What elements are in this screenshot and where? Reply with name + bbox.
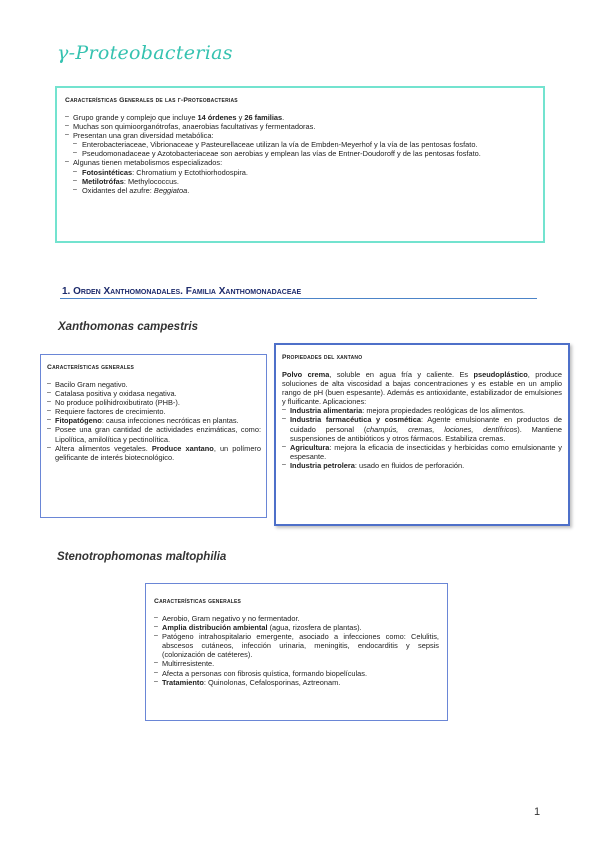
- xanthomonas-characteristics-heading: Características generales: [47, 364, 135, 371]
- page-number: 1: [534, 806, 541, 818]
- list-item: – Industria farmacéutica y cosmética: Agente emulsionante en productos de cuidado personal (champús, cremas, lociones, dentífricos). Mantiene suspensiones de antibióticos y otros fármacos. Estabiliza cremas.: [282, 415, 562, 442]
- general-characteristics-heading: Características Generales de las γ-Proteobacterias: [65, 97, 238, 104]
- list-item: – Muchas son quimioorganótrofas, anaerobias facultativas y fermentadoras.: [65, 122, 535, 131]
- species-heading-stenotrophomonas: Stenotrophomonas maltophilia: [57, 551, 227, 563]
- list-item: – Requiere factores de crecimiento.: [47, 407, 261, 416]
- xantano-applications-list: [282, 406, 562, 470]
- list-item: – Aerobio, Gram negativo y no fermentador.: [154, 614, 439, 623]
- list-item: – Pseudomonadaceae y Azotobacteriaceae son aerobias y emplean las vías de Entner-Doudoroff y de las pentosas fosfato.: [65, 149, 535, 158]
- list-item: – Altera alimentos vegetales. Produce xantano, un polímero gelificante de interés biotecnológico.: [47, 444, 261, 462]
- xantano-properties-heading: Propiedades del xantano: [282, 354, 363, 361]
- list-item: – Agricultura: mejora la eficacia de insecticidas y herbicidas como emulsionante y espesante.: [282, 443, 562, 461]
- list-item: – Catalasa positiva y oxidasa negativa.: [47, 389, 261, 398]
- list-item: – Fotosintéticas: Chromatium y Ectothiorhodospira.: [65, 168, 535, 177]
- list-item: – Metilotrófas: Methylococcus.: [65, 177, 535, 186]
- list-item: – Amplia distribución ambiental (agua, rizosfera de plantas).: [154, 623, 439, 632]
- list-item: – Afecta a personas con fibrosis quística, formando biopelículas.: [154, 669, 439, 678]
- stenotrophomonas-characteristics-heading: Características generales: [154, 598, 242, 605]
- list-item: – Industria alimentaria: mejora propiedades reológicas de los alimentos.: [282, 406, 562, 415]
- list-item: – Posee una gran cantidad de actividades enzimáticas, como: Lipolítica, amilolítica y pectinolítica.: [47, 425, 261, 443]
- list-item: – Bacilo Gram negativo.: [47, 380, 261, 389]
- list-item: – Enterobacteriaceae, Vibrionaceae y Pasteurellaceae utilizan la vía de Embden-Meyerhof y la vía de las pentosas fosfato.: [65, 140, 535, 149]
- xantano-intro: Polvo crema, soluble en agua fría y caliente. Es pseudoplástico, produce soluciones de alta viscosidad a bajas concentraciones y es estable en un amplio rango de pH (buen espesante). Además es antioxidante, estabilizador de emulsiones y fluificante. Aplicaciones:: [282, 370, 562, 407]
- section-heading: 1. Orden Xanthomonadales. Familia Xanthomonadaceae: [62, 286, 302, 297]
- list-item: – Industria petrolera: usado en fluidos de perforación.: [282, 461, 562, 470]
- list-item: – Grupo grande y complejo que incluye 14 órdenes y 26 familias.: [65, 113, 535, 122]
- list-item: – No produce polihidroxibutirato (PHB-).: [47, 398, 261, 407]
- stenotrophomonas-characteristics-box: [145, 583, 448, 721]
- list-item: – Tratamiento: Quinolonas, Cefalosporinas, Aztreonam.: [154, 678, 439, 687]
- species-heading-xanthomonas: Xanthomonas campestris: [58, 321, 198, 333]
- list-item: – Fitopatógeno: causa infecciones necróticas en plantas.: [47, 416, 261, 425]
- xanthomonas-characteristics-box: [40, 354, 267, 518]
- general-characteristics-list: [65, 113, 535, 195]
- list-item: – Patógeno intrahospitalario emergente, asociado a infecciones como: Celulitis, abscesos cutáneos, infección urinaria, meningitis, endocarditis y sepsis (colonización de catéteres).: [154, 632, 439, 659]
- list-item: – Presentan una gran diversidad metabólica:: [65, 131, 535, 140]
- section-underline: [60, 298, 537, 299]
- stenotrophomonas-characteristics-list: [154, 614, 439, 687]
- general-characteristics-box: [55, 86, 545, 243]
- list-item: – Multirresistente.: [154, 659, 439, 668]
- list-item: – Algunas tienen metabolismos especializados:: [65, 158, 535, 167]
- page-title: γ-Proteobacterias: [57, 42, 233, 64]
- xantano-properties-box: [274, 343, 570, 526]
- xanthomonas-characteristics-list: [47, 380, 261, 462]
- list-item: – Oxidantes del azufre: Beggiatoa.: [65, 186, 535, 195]
